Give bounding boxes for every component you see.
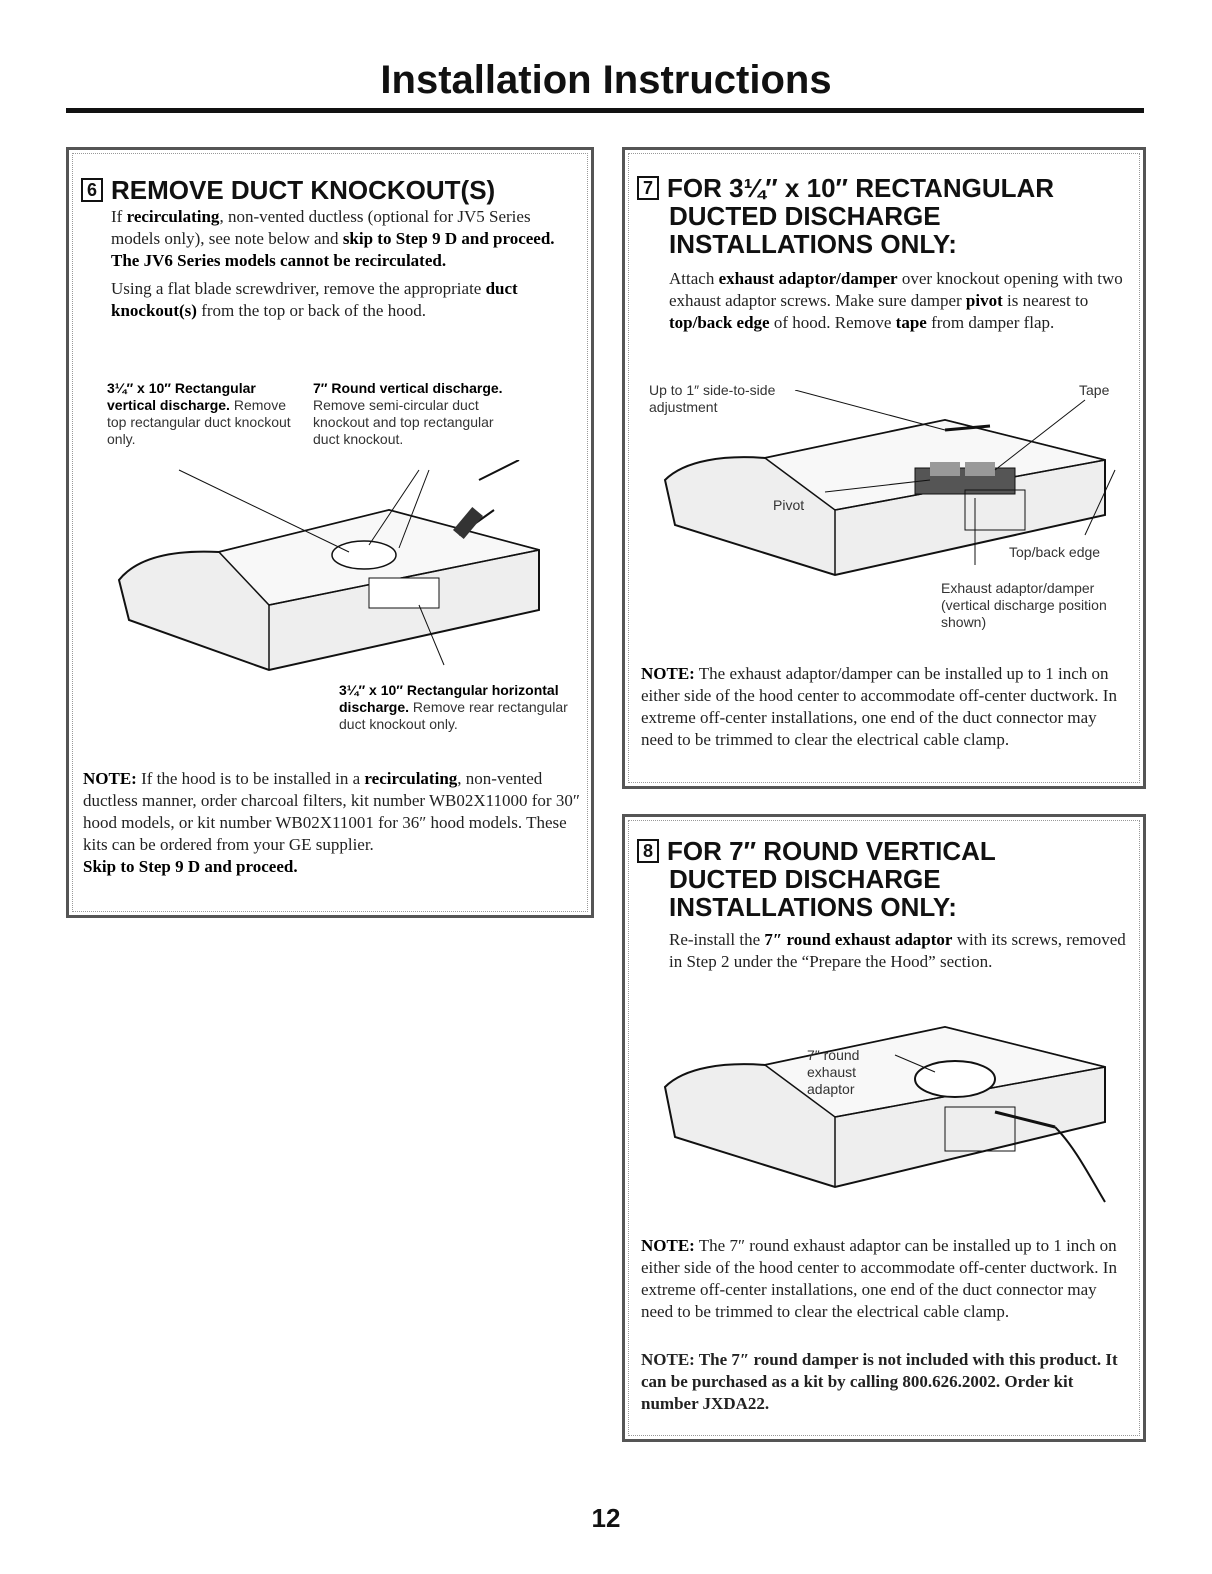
round-adaptor-illustration (645, 1017, 1125, 1217)
step-8-note-2: NOTE: The 7″ round damper is not included with this product. It can be purchased as a kit by calling 800.626.2002. Order kit number JXDA22. (641, 1350, 1118, 1413)
caption-rect-vertical: 3¼″ x 10″ Rectangular vertical discharge. Remove top rectangular duct knockout only. (107, 380, 291, 447)
step-7-note: NOTE: The exhaust adaptor/damper can be installed up to 1 inch on either side of the hood center to accommodate off-center ductwork. In extreme off-center installations, one end of the duct connector may need to be trimmed to clear the electrical cable clamp. (641, 664, 1117, 749)
hood-knockout-illustration (99, 460, 569, 680)
caption-round-vertical: 7″ Round vertical discharge. Remove semi-circular duct knockout and top rectangular duct knockout. (313, 380, 503, 447)
label-pivot: Pivot (773, 497, 805, 513)
step-6-paragraph-1: If recirculating, non-vented ductless (optional for JV5 Series models only), see note below and skip to Step 9 D and proceed. The JV6 Series models cannot be recirculated. (111, 207, 555, 270)
step-7-body: Attach exhaust adaptor/damper over knockout opening with two exhaust adaptor screws. Make sure damper pivot is nearest to top/back edge of hood. Remove tape from damper flap. (669, 269, 1123, 332)
label-tape: Tape (1079, 382, 1110, 398)
label-round-exhaust-adaptor: 7″ round exhaust adaptor (807, 1047, 860, 1097)
title-divider (66, 108, 1144, 113)
page-number: 12 (591, 1503, 621, 1533)
step-8-panel (622, 814, 1146, 1442)
step-7-heading: 7 FOR 3¼″ x 10″ RECTANGULAR DUCTED DISCHARGE INSTALLATIONS ONLY: (637, 174, 1137, 258)
step-8-number: 8 (637, 839, 659, 863)
step-6-skip-note: Skip to Step 9 D and proceed. (83, 857, 298, 876)
step-6-heading (81, 176, 581, 204)
label-side-adjustment: Up to 1″ side-to-side adjustment (649, 382, 776, 415)
page-title: Installation Instructions (380, 58, 832, 102)
step-6-number: 6 (81, 178, 103, 202)
step-6-note: NOTE: If the hood is to be installed in a recirculating, non-vented ductless manner, order charcoal filters, kit number WB02X11000 for 30″ hood models, or kit number WB02X11001 for 36″ hood models. These kits can be ordered from your GE supplier. Skip to Step 9 D and proceed. (83, 769, 580, 876)
label-top-back-edge: Top/back edge (1009, 544, 1101, 560)
step-7-panel (622, 147, 1146, 789)
step-6-title: REMOVE DUCT KNOCKOUT(S) (111, 175, 496, 205)
step-8-body: Re-install the 7″ round exhaust adaptor with its screws, removed in Step 2 under the “Prepare the Hood” section. (669, 930, 1126, 971)
step-7-number: 7 (637, 176, 659, 200)
step-6-paragraph-2: Using a flat blade screwdriver, remove the appropriate duct knockout(s) from the top or back of the hood. (111, 279, 518, 320)
caption-rect-horizontal: 3¼″ x 10″ Rectangular horizontal discharge. Remove rear rectangular duct knockout only. (339, 682, 568, 732)
step-8-note-1: NOTE: The 7″ round exhaust adaptor can be installed up to 1 inch on either side of the hood center to accommodate off-center ductwork. In extreme off-center installations, one end of the duct connector may need to be trimmed to clear the electrical cable clamp. (641, 1236, 1117, 1321)
step-6-panel (66, 147, 594, 918)
label-exhaust-adaptor: Exhaust adaptor/damper (vertical discharge position shown) (941, 580, 1107, 630)
step-6-body (111, 206, 581, 328)
step-8-heading: 8 FOR 7″ ROUND VERTICAL DUCTED DISCHARGE INSTALLATIONS ONLY: (637, 837, 1137, 921)
